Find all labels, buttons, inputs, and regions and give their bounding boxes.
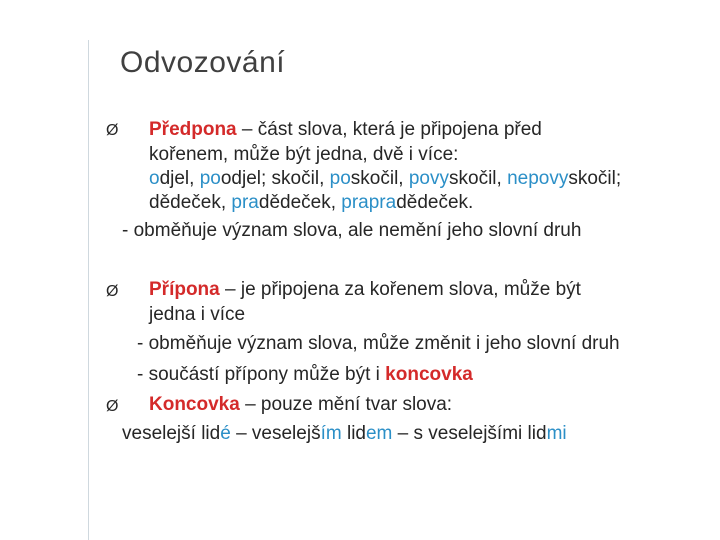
- pripona-note-2-text: - součástí přípony může být i: [137, 364, 386, 385]
- predpona-example-segment: odjel; skočil,: [220, 168, 330, 189]
- predpona-term: Předpona: [149, 119, 237, 140]
- predpona-example-segment: dědeček,: [258, 192, 342, 213]
- predpona-example-segment: po: [199, 168, 221, 189]
- koncovka-term: Koncovka: [149, 394, 240, 415]
- predpona-line-2: kořenem, může být jedna, dvě i více:: [149, 144, 459, 165]
- koncovka-example-segment: – veselejš: [230, 423, 321, 444]
- predpona-example-segment: skočil,: [350, 168, 409, 189]
- koncovka-example-segment: ím: [320, 423, 342, 444]
- pripona-term: Přípona: [149, 279, 220, 300]
- pripona-definition: – je připojena za kořenem slova, může být: [219, 279, 581, 300]
- predpona-example-segment: nepovy: [507, 168, 569, 189]
- pripona-line-2: jedna i více: [149, 304, 246, 325]
- predpona-example-segment: dědeček.: [396, 192, 474, 213]
- koncovka-example-segment: mi: [546, 423, 567, 444]
- koncovka-inline-term: koncovka: [385, 364, 473, 385]
- predpona-line-1: [149, 119, 542, 141]
- predpona-example-segment: o: [149, 168, 160, 189]
- koncovka-example-segment: em: [365, 423, 393, 444]
- predpona-example-segment: skočil,: [449, 168, 508, 189]
- predpona-definition: – část slova, která je připojena před: [236, 119, 542, 140]
- slide-title: Odvozování: [120, 46, 286, 79]
- pripona-line-1: [149, 279, 581, 301]
- predpona-example-segment: dědeček,: [149, 192, 232, 213]
- koncovka-example-segment: lid: [341, 423, 366, 444]
- pripona-note-1: - obměňuje význam slova, může změnit i jeho slovní druh: [137, 333, 620, 354]
- predpona-example-segment: po: [329, 168, 351, 189]
- koncovka-example-segment: é: [220, 423, 231, 444]
- predpona-example-segment: pra: [231, 192, 259, 213]
- koncovka-line-1: [149, 394, 452, 416]
- predpona-examples-1: [149, 168, 621, 190]
- bullet-arrow-icon: Ø: [106, 283, 119, 300]
- koncovka-example-segment: veselejší lid: [122, 423, 221, 444]
- predpona-example-segment: skočil;: [568, 168, 622, 189]
- predpona-example-segment: povy: [408, 168, 449, 189]
- bullet-arrow-icon: Ø: [106, 122, 119, 139]
- predpona-examples-2: [149, 192, 473, 214]
- koncovka-example: [122, 423, 567, 445]
- predpona-example-segment: prapra: [341, 192, 397, 213]
- bullet-arrow-icon: Ø: [106, 398, 119, 415]
- koncovka-example-segment: – s veselejšími lid: [392, 423, 547, 444]
- predpona-example-segment: djel,: [159, 168, 200, 189]
- koncovka-definition: – pouze mění tvar slova:: [239, 394, 453, 415]
- predpona-note: - obměňuje význam slova, ale nemění jeho slovní druh: [122, 220, 582, 241]
- pripona-note-2: [137, 364, 473, 386]
